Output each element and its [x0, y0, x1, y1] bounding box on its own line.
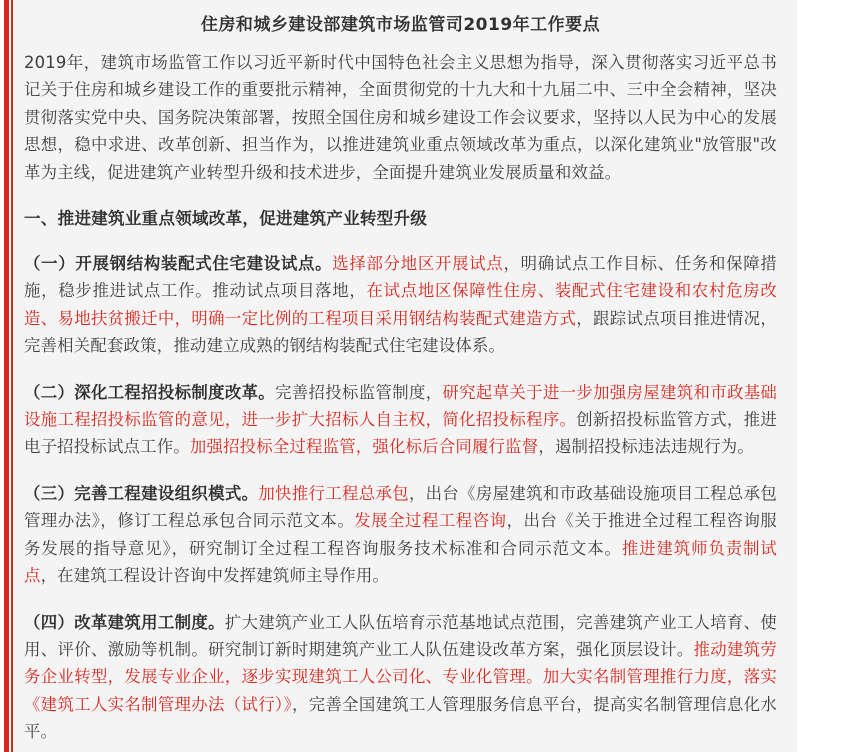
text-segment-normal: ，出台《房屋建筑和市政基础设施项目工程总承包管理办法》，修订工程总承包合同示范文本。 — [24, 483, 777, 531]
text-segment-normal: 创新招投标监管方式，推进电子招投标试点工作。 — [24, 410, 777, 457]
text-segment-bold: （二）深化工程招投标制度改革。 — [24, 382, 276, 402]
document-card — [13, 0, 797, 752]
text-segment-red: 选择部分地区开展试点 — [332, 254, 504, 274]
section-heading: 一、推进建筑业重点领域改革，促进建筑产业转型升级 — [24, 209, 428, 229]
policy-paragraph-2 — [24, 379, 777, 461]
text-segment-normal: 完善招投标监管制度， — [275, 382, 443, 402]
text-segment-normal: ，在建筑工程设计咨询中发挥建筑师主导作用。 — [40, 566, 389, 586]
text-segment-bold: （三）完善工程建设组织模式。 — [24, 483, 259, 503]
document-title: 住房和城乡建设部建筑市场监管司2019年工作要点 — [200, 15, 601, 35]
text-segment-bold: （四）改革建筑用工制度。 — [24, 612, 225, 632]
policy-paragraph-4 — [24, 609, 777, 746]
text-segment-red: 研究起草关于进一步加强房屋建筑和市政基础设施工程招投标监管的意见，进一步扩大招标人自主权，简化招投标程序。 — [24, 382, 778, 430]
policy-paragraph-3 — [24, 480, 777, 590]
policy-paragraph-1 — [24, 250, 777, 360]
text-segment-normal: 扩大建筑产业工人队伍培育示范基地试点范围，完善建筑产业工人培育、使用、评价、激励等机制。研究制订新时期建筑产业工人队伍建设改革方案，强化顶层设计。 — [24, 612, 777, 659]
text-segment-normal: ，遏制招投标违法违规行为。 — [538, 437, 754, 457]
intro-paragraph — [24, 49, 777, 186]
text-segment-normal: ，明确试点工作目标、任务和保障措施，稳步推进试点工作。推动试点项目落地， — [24, 254, 778, 301]
text-segment-normal: ，跟踪试点项目推进情况，完善相关配套政策，推动建立成熟的钢结构装配式住宅建设体系。 — [24, 308, 777, 356]
left-accent-bar-outer — [4, 0, 9, 752]
text-segment-red: 加快推行工程总承包 — [258, 483, 409, 503]
text-segment-normal: ，完善全国建筑工人管理服务信息平台，提高实名制管理信息化水平。 — [24, 694, 777, 742]
text-segment-red: 推进建筑师负责制试点 — [24, 538, 777, 586]
text-segment-red: 推动建筑劳务企业转型，发展专业企业，逐步实现建筑工人公司化、专业化管理。加大实名制管理推行力度，落实《建筑工人实名制管理办法（试行）》 — [24, 639, 778, 714]
text-segment-normal: 2019年，建筑市场监管工作以习近平新时代中国特色社会主义思想为指导，深入贯彻落实习近平总书记关于住房和城乡建设工作的重要批示精神，全面贯彻党的十九大和十九届二中、三中全会精神，坚决贯彻落实党中央、国务院决策部署，按照全国住房和城乡建设工作会议要求，坚持以人民为中心的发展思想，稳中求进、改革创新、担当作为，以推进建筑业重点领域改革为重点，以深化建筑业"放管服"改革为主线，促进建筑产业转型升级和技术进步，全面提升建筑业发展质量和效益。 — [24, 53, 777, 182]
text-segment-bold: （一）开展钢结构装配式住宅建设试点。 — [24, 254, 333, 274]
text-segment-red: 加强招投标全过程监管，强化标后合同履行监督 — [189, 437, 539, 457]
text-segment-normal: ，出台《关于推进全过程工程咨询服务发展的指导意见》，研究制订全过程工程咨询服务技术标准和合同示范文本。 — [24, 511, 777, 558]
text-segment-red: 发展全过程工程咨询 — [354, 511, 507, 531]
text-segment-red: 在试点地区保障性住房、装配式住宅建设和农村危房改造、易地扶贫搬迁中，明确一定比例的工程项目采用钢结构装配式建造方式 — [24, 281, 777, 328]
